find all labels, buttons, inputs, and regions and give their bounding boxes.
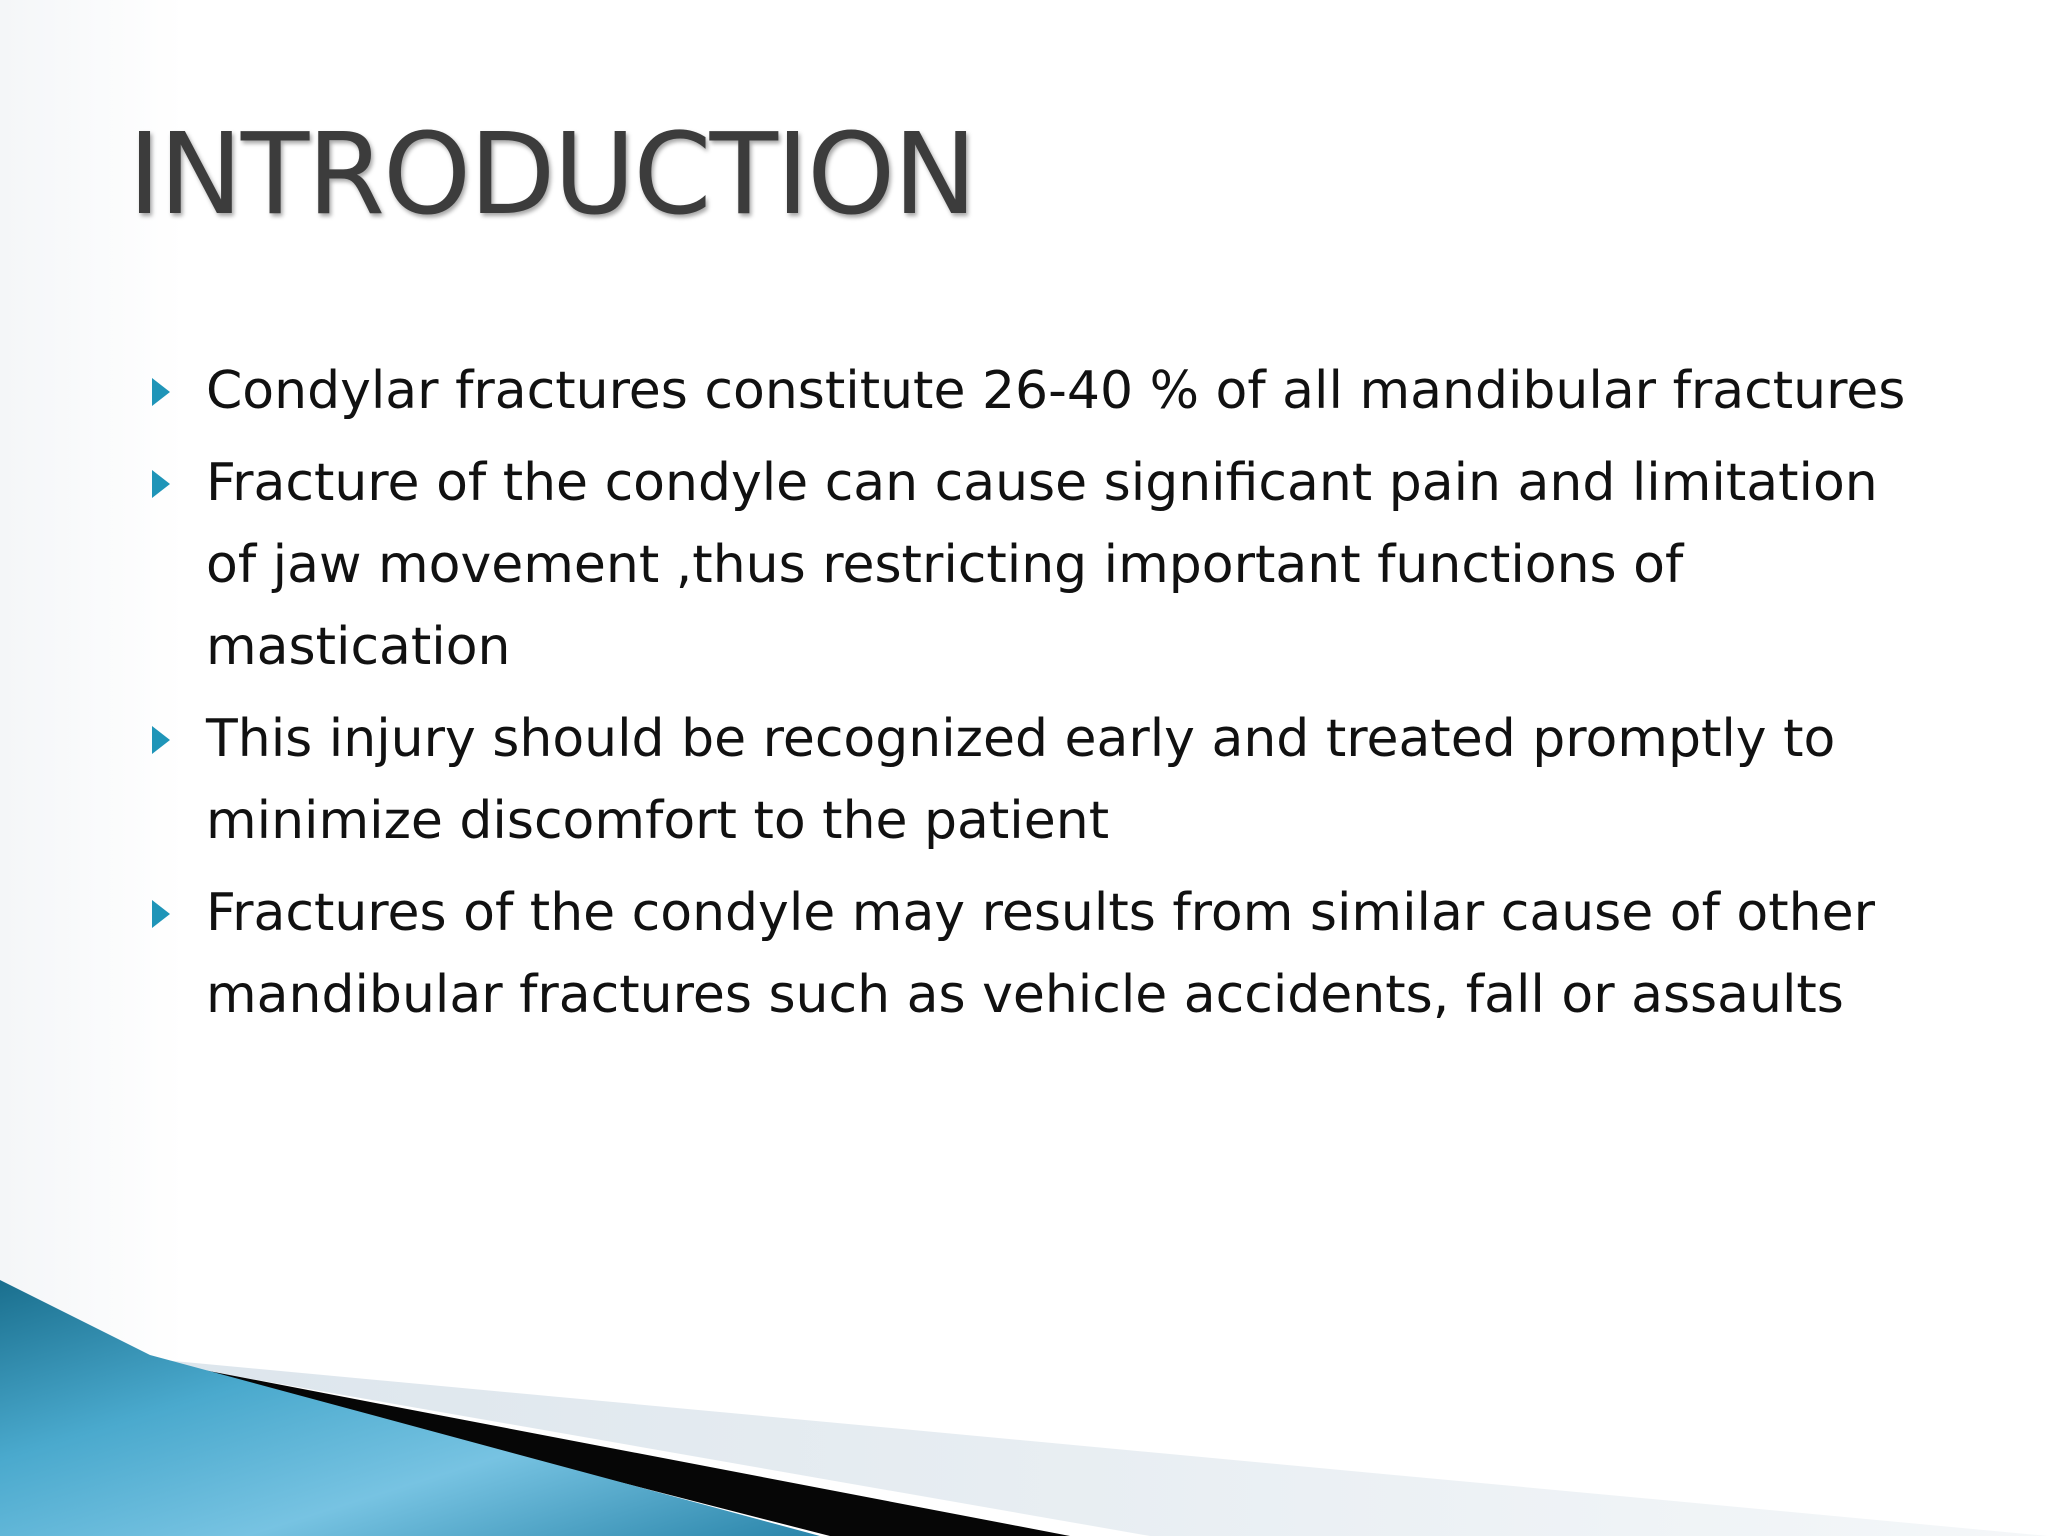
triangle-bullet-icon [152, 470, 170, 498]
bullet-text: Fracture of the condyle can cause significant pain and limitation of jaw movement ,thus restricting important functions of mastication [206, 453, 1878, 677]
bullet-text: This injury should be recognized early and treated promptly to minimize discomfort to the patient [206, 709, 1836, 851]
bullet-item [148, 350, 1908, 432]
bottom-decoration [0, 1280, 2048, 1536]
bullet-item [148, 872, 1908, 1036]
bullet-item [148, 698, 1908, 862]
bullet-item [148, 442, 1908, 688]
bullet-text: Fractures of the condyle may results from similar cause of other mandibular fractures such as vehicle accidents, fall or assaults [206, 883, 1875, 1025]
triangle-bullet-icon [152, 378, 170, 406]
triangle-bullet-icon [152, 900, 170, 928]
bullet-list [148, 350, 1908, 1046]
triangle-bullet-icon [152, 726, 170, 754]
bullet-text: Condylar fractures constitute 26-40 % of all mandibular fractures [206, 361, 1906, 421]
slide-title: INTRODUCTION [128, 110, 976, 240]
